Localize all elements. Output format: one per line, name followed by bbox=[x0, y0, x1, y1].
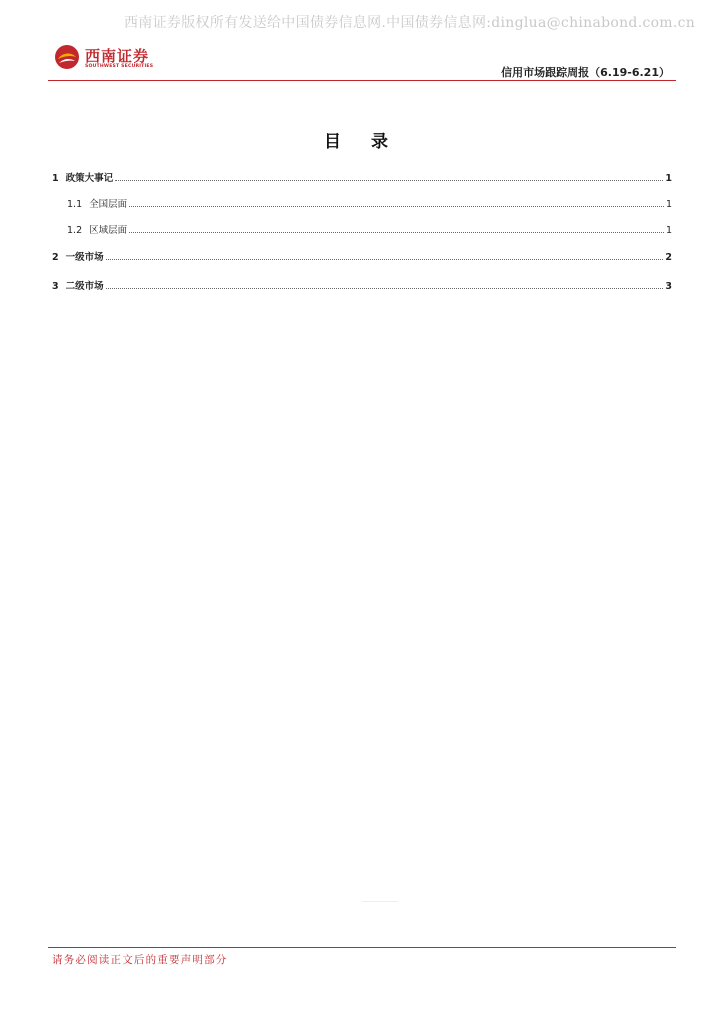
logo-name-en: SOUTHWEST SECURITIES bbox=[85, 64, 154, 69]
toc-entry-number: 1.1 bbox=[67, 199, 83, 210]
toc-entry-number: 2 bbox=[52, 252, 59, 263]
toc-entry-title: 一级市场 bbox=[65, 252, 104, 263]
toc-entry-page: 1 bbox=[665, 225, 672, 236]
toc-entry-title: 全国层面 bbox=[89, 199, 128, 210]
toc-leader-dots bbox=[129, 205, 664, 207]
toc-entry-page: 1 bbox=[665, 173, 672, 184]
toc-entry-page: 1 bbox=[665, 199, 672, 210]
toc-leader-dots bbox=[129, 231, 664, 233]
toc-heading: 目 录 bbox=[324, 132, 400, 152]
logo-name-cn: 西南证券 bbox=[85, 47, 150, 65]
logo-emblem-icon bbox=[54, 44, 80, 70]
footer-divider bbox=[48, 947, 676, 948]
toc-entry-number: 3 bbox=[52, 281, 59, 292]
watermark-text: 西南证券版权所有发送给中国债券信息网.中国债券信息网:dinglua@chinabond.com.cn bbox=[124, 15, 696, 31]
toc-entry[interactable] bbox=[52, 196, 672, 210]
toc-entry-number: 1 bbox=[52, 173, 59, 184]
toc-entry-title: 区域层面 bbox=[89, 225, 128, 236]
toc-entry-number: 1.2 bbox=[67, 225, 83, 236]
toc-leader-dots bbox=[106, 287, 664, 289]
header-divider bbox=[48, 80, 676, 81]
toc-entry[interactable] bbox=[52, 170, 672, 184]
toc-entry[interactable] bbox=[52, 278, 672, 292]
toc-entry[interactable] bbox=[52, 249, 672, 263]
report-title: 信用市场跟踪周报（6.19-6.21） bbox=[501, 66, 670, 79]
toc-entry-page: 2 bbox=[665, 252, 672, 263]
toc-entry-page: 3 bbox=[665, 281, 672, 292]
toc-leader-dots bbox=[115, 179, 663, 181]
toc-leader-dots bbox=[106, 258, 664, 260]
toc-entry-title: 二级市场 bbox=[65, 281, 104, 292]
footer-mark bbox=[362, 901, 398, 902]
footer-disclaimer: 请务必阅读正文后的重要声明部分 bbox=[52, 954, 228, 966]
toc-entry-title: 政策大事记 bbox=[65, 173, 114, 184]
company-logo bbox=[54, 44, 164, 74]
toc-entry[interactable] bbox=[52, 222, 672, 236]
